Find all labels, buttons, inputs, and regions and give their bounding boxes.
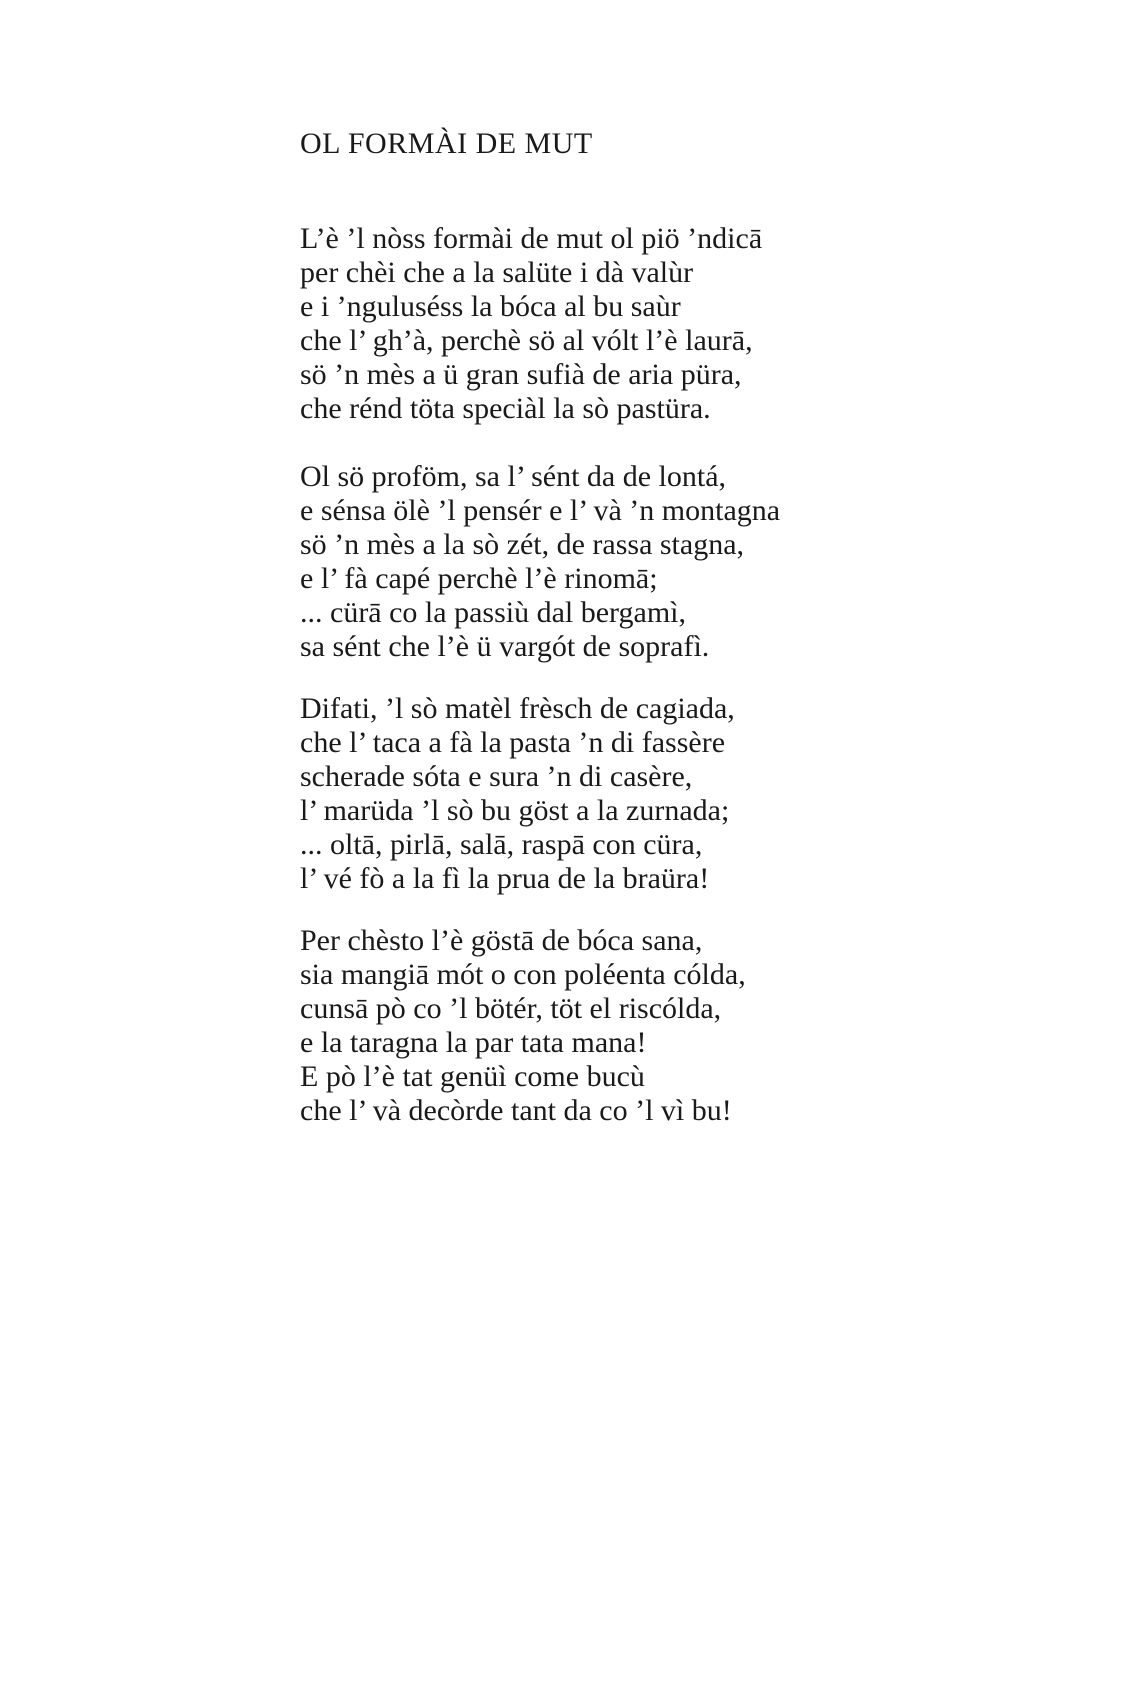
verse-line: L’è ’l nòss formài de mut ol piö ’ndicā (300, 222, 763, 255)
verse-line: che l’ gh’à, perchè sö al vólt l’è laurā, (300, 324, 753, 357)
verse-line: e la taragna la par tata mana! (300, 1026, 647, 1059)
verse-line: e sénsa ölè ’l pensér e l’ và ’n montagna (300, 494, 781, 527)
verse-line: l’ marüda ’l sò bu göst a la zurnada; (300, 794, 730, 827)
verse-line: sö ’n mès a la sò zét, de rassa stagna, (300, 528, 745, 561)
verse-line: che l’ taca a fà la pasta ’n di fassère (300, 726, 726, 759)
verse-line: per chèi che a la salüte i dà valùr (300, 256, 694, 289)
stanza-3 (300, 692, 735, 896)
verse-line: sö ’n mès a ü gran sufià de aria püra, (300, 358, 742, 391)
verse-line: ... oltā, pirlā, salā, raspā con cüra, (300, 828, 703, 861)
verse-line: che l’ và decòrde tant da co ’l vì bu! (300, 1094, 732, 1127)
stanza-2 (300, 460, 780, 664)
verse-line: scherade sóta e sura ’n di casère, (300, 760, 693, 793)
verse-line: sia mangiā mót o con poléenta cólda, (300, 958, 746, 991)
verse-line: e i ’nguluséss la bóca al bu saùr (300, 290, 681, 323)
verse-line: sa sént che l’è ü vargót de soprafì. (300, 630, 710, 663)
stanza-1 (300, 222, 762, 426)
verse-line: Difati, ’l sò matèl frèsch de cagiada, (300, 692, 735, 725)
verse-line: e l’ fà capé perchè l’è rinomā; (300, 562, 658, 595)
verse-line: l’ vé fò a la fì la prua de la braüra! (300, 862, 710, 895)
poem-title: OL FORMÀI DE MUT (300, 127, 593, 160)
verse-line: Per chèsto l’è göstā de bóca sana, (300, 924, 703, 957)
verse-line: che rénd töta speciàl la sò pastüra. (300, 392, 711, 425)
verse-line: Ol sö proföm, sa l’ sént da de lontá, (300, 460, 727, 493)
stanza-4 (300, 924, 746, 1128)
verse-line: cunsā pò co ’l bötér, töt el riscólda, (300, 992, 722, 1025)
verse-line: E pò l’è tat genüì come bucù (300, 1060, 645, 1093)
verse-line: ... cürā co la passiù dal bergamì, (300, 596, 686, 629)
